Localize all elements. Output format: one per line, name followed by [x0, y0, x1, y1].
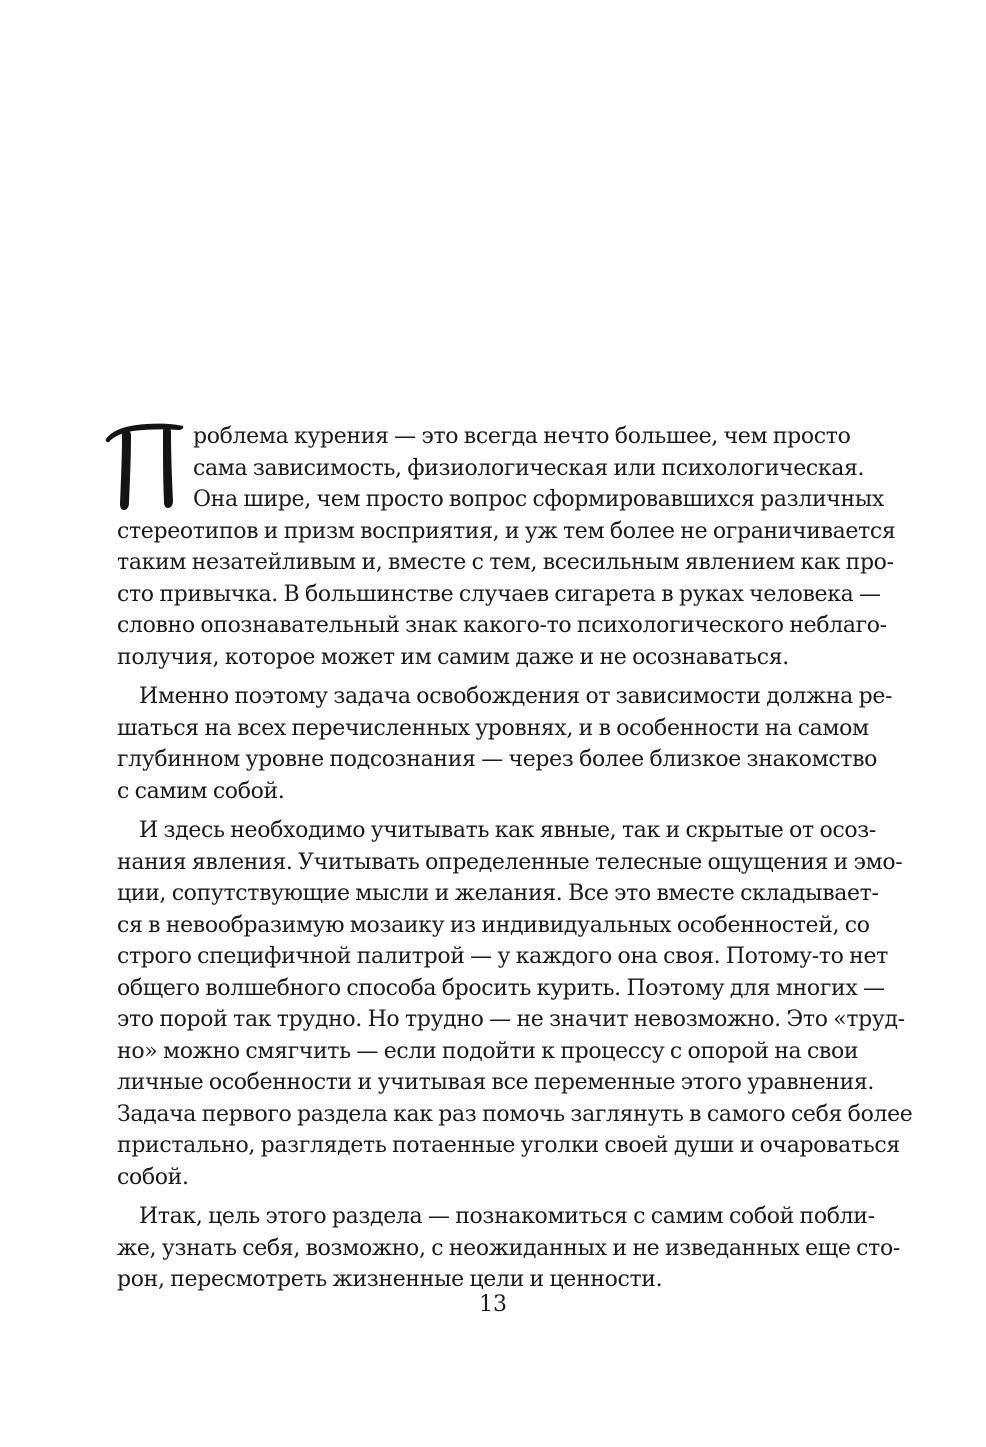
text-line: с самим собой. — [117, 778, 285, 804]
text-line: шаться на всех перечисленных уровнях, и в особенности на самом — [117, 715, 869, 741]
text-line: сама зависимость, физиологическая или психологическая. — [193, 455, 865, 481]
text-line: личные особенности и учитывая все переменные этого уравнения. — [117, 1070, 875, 1095]
text-line: ся в невообразимую мозаику из индивидуальных особенностей, со — [117, 912, 870, 938]
text-line: нания явления. Учитывать определенные телесные ощущения и эмо- — [117, 849, 903, 875]
text-line: пристально, разглядеть потаенные уголки своей души и очароваться — [117, 1133, 900, 1158]
paragraph-2 — [117, 681, 893, 807]
paragraph-3 — [117, 815, 913, 1193]
text-line: общего волшебного способа бросить курить. Поэтому для многих — — [117, 975, 885, 1001]
drop-cap-letter — [103, 417, 187, 513]
text-line: собой. — [117, 1164, 189, 1190]
text-line: же, узнать себя, возможно, с неожиданных и не изведанных еще сто- — [117, 1235, 900, 1261]
text-line: это порой так трудно. Но трудно — не значит невозможно. Это «труд- — [117, 1007, 905, 1032]
text-line: получия, которое может им самим даже и не осознаваться. — [117, 644, 789, 670]
text-line: стереотипов и призм восприятия, и уж тем более не ограничивается — [117, 518, 896, 544]
paragraph-1 — [117, 421, 896, 673]
text-line: строго специфичной палитрой — у каждого она своя. Потому-то нет — [117, 944, 888, 969]
text-line: Итак, цель этого раздела — познакомиться с самим собой побли- — [139, 1204, 875, 1229]
text-line: словно опознавательный знак какого-то психологического неблаго- — [117, 613, 887, 638]
paragraph-4 — [117, 1201, 900, 1296]
text-line: Именно поэтому задача освобождения от зависимости должна ре- — [139, 684, 893, 709]
text-line: Задача первого раздела как раз помочь заглянуть в самого себя более — [117, 1101, 913, 1127]
page-number: 13 — [479, 1292, 507, 1317]
text-line: роблема курения — это всегда нечто большее, чем просто — [193, 424, 851, 449]
text-line: И здесь необходимо учитывать как явные, так и скрытые от осоз- — [139, 818, 876, 843]
text-line: ции, сопутствующие мысли и желания. Все это вместе складывает- — [117, 881, 879, 906]
text-line: рон, пересмотреть жизненные цели и ценности. — [117, 1267, 663, 1292]
text-line: Она шире, чем просто вопрос сформировавшихся различных — [193, 487, 884, 512]
body-text — [117, 421, 913, 1296]
text-line: но» можно смягчить — если подойти к процессу с опорой на свои — [117, 1038, 859, 1064]
text-line: глубинном уровне подсознания — через более близкое знакомство — [117, 747, 878, 772]
text-line: сто привычка. В большинстве случаев сигарета в руках человека — — [117, 581, 881, 607]
text-line: таким незатейливым и, вместе с тем, всесильным явлением как про- — [117, 550, 894, 575]
